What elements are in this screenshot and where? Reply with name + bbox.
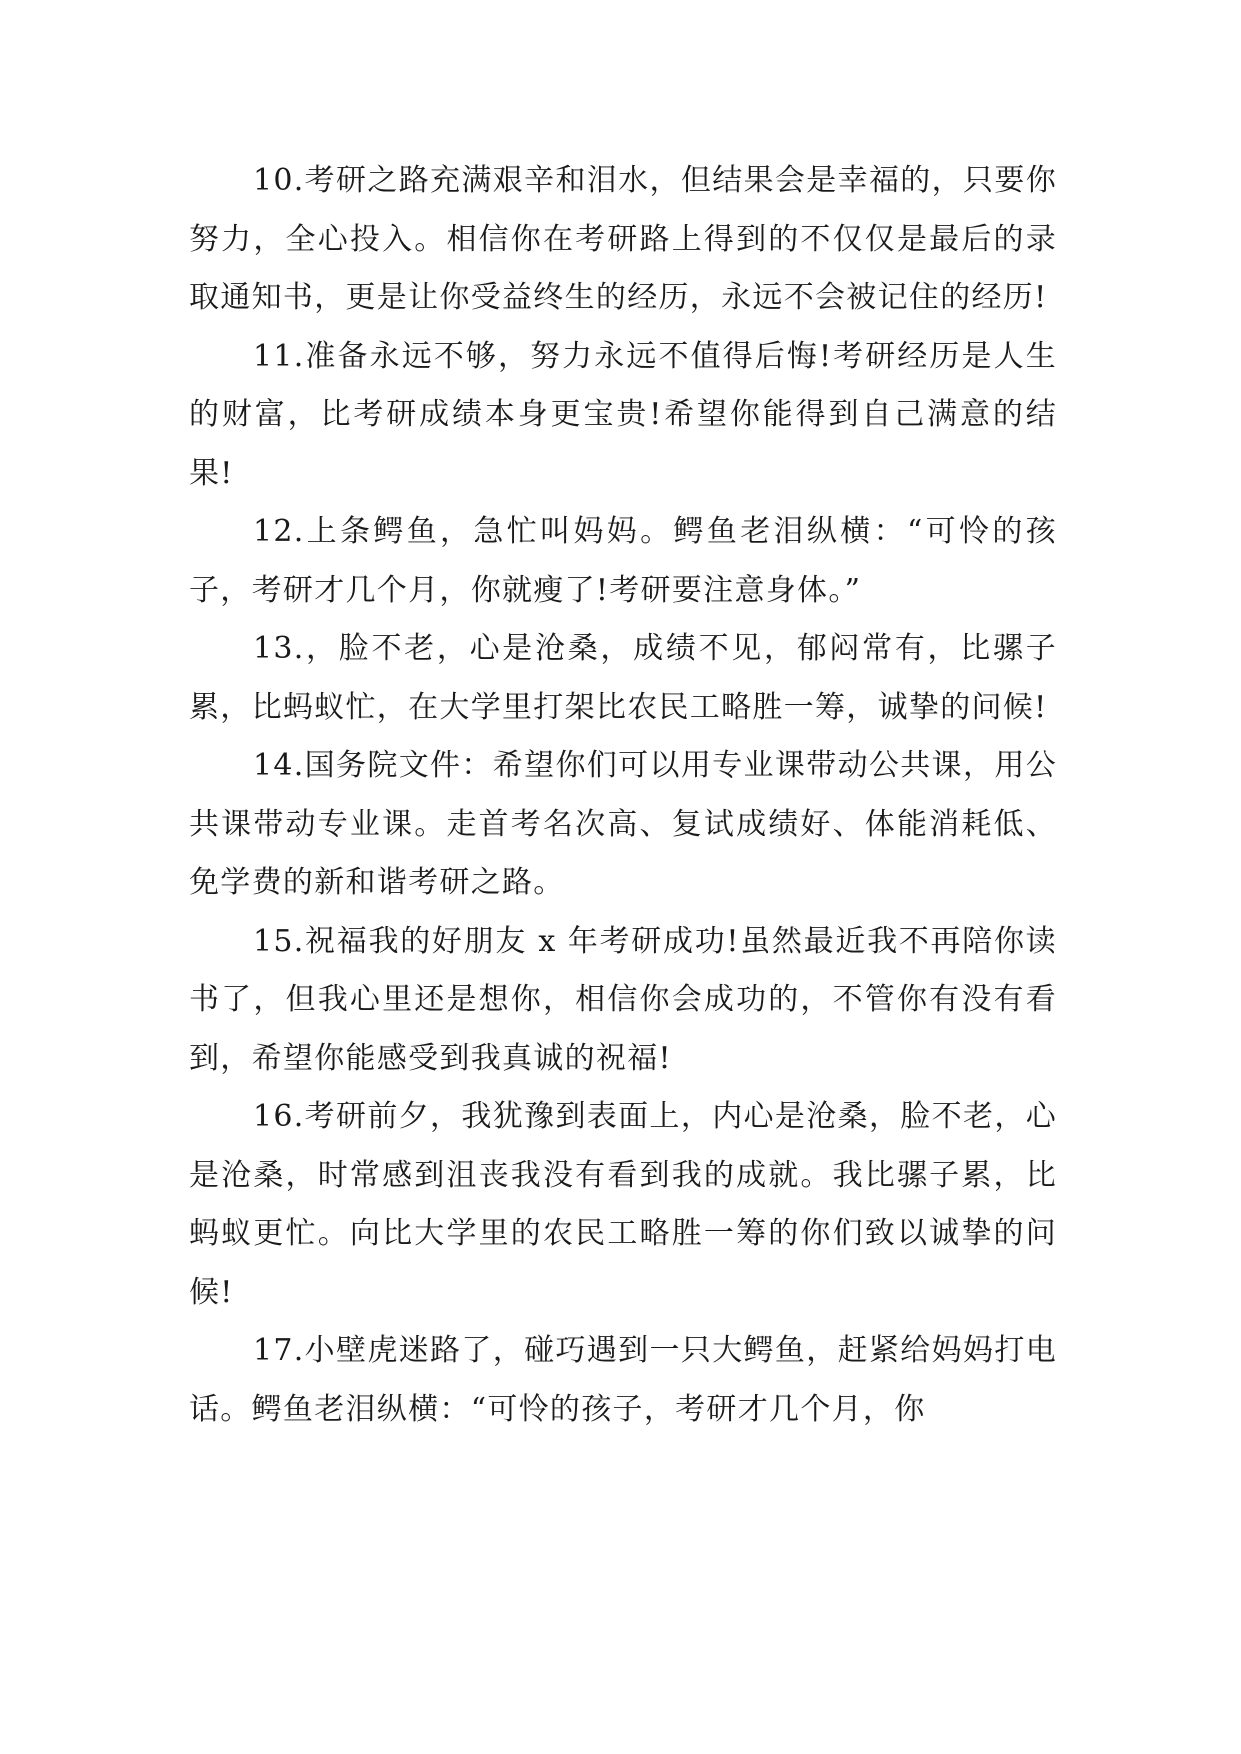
paragraph-16: 16.考研前夕，我犹豫到表面上，内心是沧桑，脸不老，心是沧桑，时常感到沮丧我没有看到我的成就。我比骡子累，比蚂蚁更忙。向比大学里的农民工略胜一筹的你们致以诚挚的问候! bbox=[189, 1099, 1057, 1310]
document-body bbox=[189, 152, 1057, 1439]
paragraph-14: 14.国务院文件：希望你们可以用专业课带动公共课，用公共课带动专业课。走首考名次高、复试成绩好、体能消耗低、免学费的新和谐考研之路。 bbox=[189, 748, 1057, 900]
paragraph-17: 17.小壁虎迷路了，碰巧遇到一只大鳄鱼，赶紧给妈妈打电话。鳄鱼老泪纵横：“可怜的孩子，考研才几个月，你 bbox=[189, 1333, 1057, 1427]
paragraph-12: 12.上条鳄鱼，急忙叫妈妈。鳄鱼老泪纵横：“可怜的孩子，考研才几个月，你就瘦了!考研要注意身体。” bbox=[189, 514, 1057, 608]
paragraph-10: 10.考研之路充满艰辛和泪水，但结果会是幸福的，只要你努力，全心投入。相信你在考研路上得到的不仅仅是最后的录取通知书，更是让你受益终生的经历，永远不会被记住的经历! bbox=[189, 163, 1057, 315]
paragraph-15: 15.祝福我的好朋友 x 年考研成功!虽然最近我不再陪你读书了，但我心里还是想你，相信你会成功的，不管你有没有看到，希望你能感受到我真诚的祝福! bbox=[189, 923, 1057, 1076]
paragraph-13: 13.，脸不老，心是沧桑，成绩不见，郁闷常有，比骡子累，比蚂蚁忙，在大学里打架比农民工略胜一筹，诚挚的问候! bbox=[189, 631, 1057, 725]
paragraph-11: 11.准备永远不够，努力永远不值得后悔!考研经历是人生的财富，比考研成绩本身更宝贵!希望你能得到自己满意的结果! bbox=[189, 338, 1057, 491]
